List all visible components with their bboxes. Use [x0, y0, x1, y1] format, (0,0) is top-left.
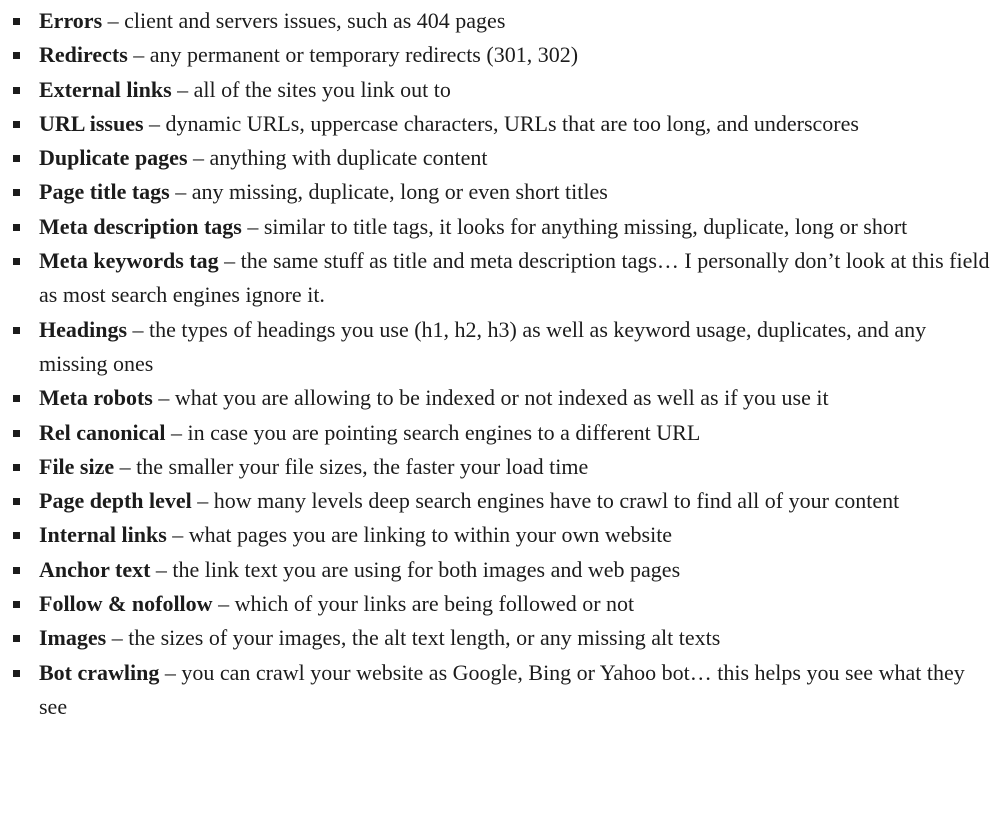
item-term: Rel canonical [39, 419, 166, 445]
bullet-square-icon [13, 18, 20, 25]
item-term: Duplicate pages [39, 145, 188, 171]
item-separator: – [114, 453, 137, 479]
item-term: External links [39, 76, 172, 102]
list-item [0, 141, 995, 175]
bullet-square-icon [13, 498, 20, 505]
list-item [0, 38, 995, 72]
bullet-square-icon [13, 670, 20, 677]
item-description: what you are allowing to be indexed or not indexed as well as if you use it [174, 385, 829, 411]
item-description: all of the sites you link out to [193, 76, 451, 102]
item-separator: – [165, 419, 188, 445]
bullet-square-icon [13, 327, 20, 334]
item-separator: – [166, 522, 189, 548]
item-description: the smaller your file sizes, the faster your load time [136, 453, 589, 479]
item-separator: – [143, 110, 166, 136]
item-description: anything with duplicate content [209, 145, 488, 171]
list-item [0, 587, 995, 621]
bullet-square-icon [13, 464, 20, 471]
bullet-square-icon [13, 258, 20, 265]
item-separator: – [159, 659, 182, 685]
bullet-square-icon [13, 121, 20, 128]
item-description: the same stuff as title and meta description tags… I personally don’t look at this field as most search engines ignore it. [39, 248, 990, 308]
item-term: Meta description tags [39, 213, 242, 239]
bullet-square-icon [13, 52, 20, 59]
item-description: the link text you are using for both images and web pages [172, 556, 681, 582]
list-item [0, 416, 995, 450]
list-item [0, 107, 995, 141]
item-description: what pages you are linking to within your own website [188, 522, 673, 548]
item-term: Follow & nofollow [39, 591, 213, 617]
item-separator: – [152, 385, 175, 411]
item-separator: – [106, 625, 129, 651]
seo-checklist [0, 4, 995, 724]
item-term: URL issues [39, 110, 144, 136]
item-separator: – [218, 248, 241, 274]
list-item [0, 484, 995, 518]
bullet-square-icon [13, 601, 20, 608]
item-separator: – [169, 179, 192, 205]
item-separator: – [150, 556, 173, 582]
item-separator: – [212, 591, 235, 617]
item-term: Internal links [39, 522, 167, 548]
item-separator: – [241, 213, 264, 239]
bullet-square-icon [13, 532, 20, 539]
item-description: any missing, duplicate, long or even short titles [191, 179, 608, 205]
item-term: Anchor text [39, 556, 151, 582]
bullet-square-icon [13, 567, 20, 574]
item-description: in case you are pointing search engines to a different URL [187, 419, 701, 445]
list-item [0, 621, 995, 655]
bullet-square-icon [13, 635, 20, 642]
item-term: Page depth level [39, 488, 192, 514]
list-item [0, 73, 995, 107]
list-item [0, 450, 995, 484]
item-term: Headings [39, 316, 128, 342]
bullet-square-icon [13, 155, 20, 162]
item-description: how many levels deep search engines have to crawl to find all of your content [213, 488, 900, 514]
item-term: Page title tags [39, 179, 170, 205]
list-item [0, 175, 995, 209]
bullet-square-icon [13, 395, 20, 402]
item-separator: – [102, 8, 125, 33]
item-separator: – [171, 76, 194, 102]
item-description: any permanent or temporary redirects (301, 302) [149, 42, 579, 68]
item-term: Meta keywords tag [39, 248, 219, 274]
list-item [0, 210, 995, 244]
bullet-square-icon [13, 87, 20, 94]
list-item [0, 313, 995, 382]
item-description: client and servers issues, such as 404 pages [124, 8, 506, 33]
bullet-square-icon [13, 224, 20, 231]
list-item [0, 244, 995, 313]
item-description: the sizes of your images, the alt text length, or any missing alt texts [128, 625, 721, 651]
item-term: Bot crawling [39, 659, 160, 685]
bullet-square-icon [13, 189, 20, 196]
item-term: Meta robots [39, 385, 153, 411]
list-item [0, 518, 995, 552]
list-item [0, 656, 995, 725]
list-item [0, 381, 995, 415]
item-separator: – [127, 316, 150, 342]
item-description: you can crawl your website as Google, Bing or Yahoo bot… this helps you see what they see [39, 659, 965, 719]
item-term: File size [39, 453, 115, 479]
item-description: which of your links are being followed or not [234, 591, 635, 617]
item-separator: – [191, 488, 214, 514]
item-separator: – [127, 42, 150, 68]
bullet-square-icon [13, 430, 20, 437]
item-description: the types of headings you use (h1, h2, h3) as well as keyword usage, duplicates, and any missing ones [39, 316, 927, 376]
list-item [0, 4, 995, 38]
list-item [0, 553, 995, 587]
item-description: dynamic URLs, uppercase characters, URLs that are too long, and underscores [165, 110, 859, 136]
item-description: similar to title tags, it looks for anything missing, duplicate, long or short [263, 213, 908, 239]
item-term: Errors [39, 8, 103, 33]
item-term: Images [39, 625, 107, 651]
item-term: Redirects [39, 42, 128, 68]
item-separator: – [187, 145, 210, 171]
